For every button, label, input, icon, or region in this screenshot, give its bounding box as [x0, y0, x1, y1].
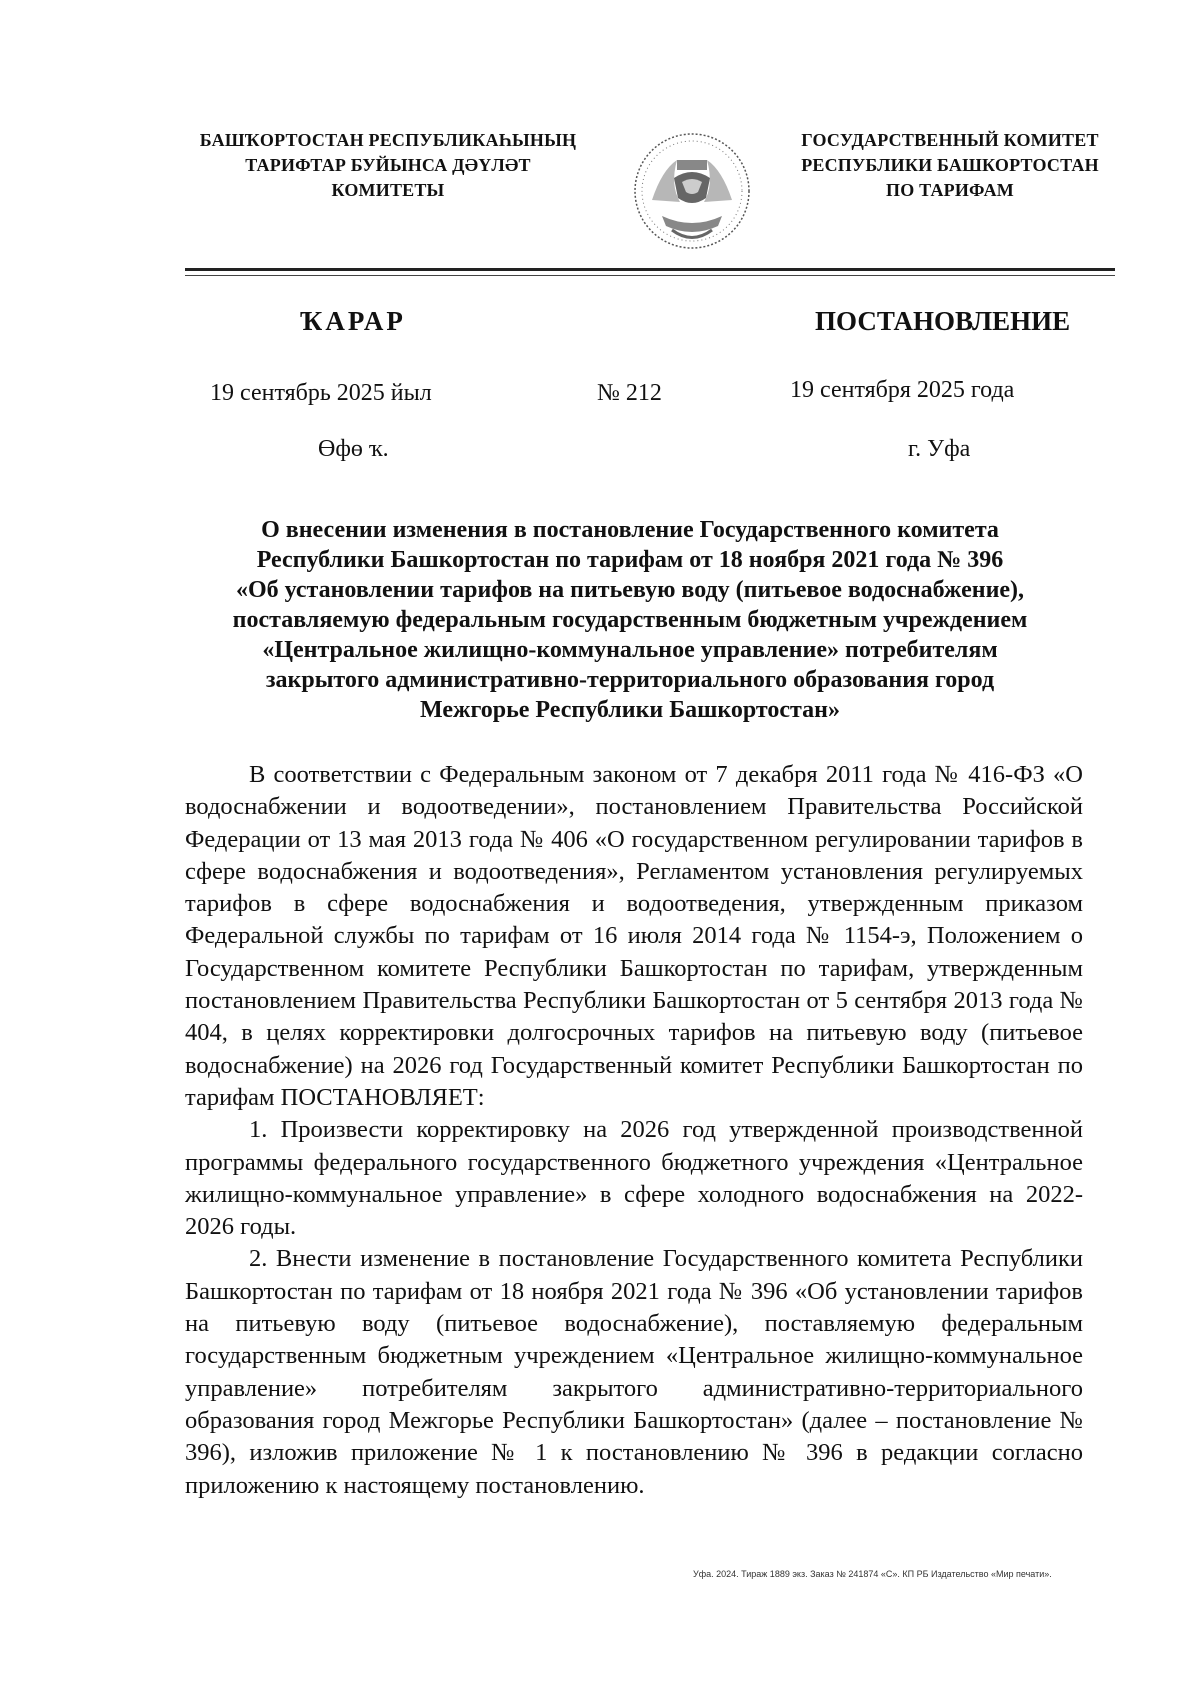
- letterhead: [0, 128, 1200, 258]
- letterhead-line: ГОСУДАРСТВЕННЫЙ КОМИТЕТ: [801, 130, 1099, 150]
- document-title: [170, 515, 1090, 725]
- city-russian: г. Уфа: [908, 436, 971, 462]
- letterhead-russian-name: [770, 128, 1130, 203]
- doc-type-bashkir: ҠАРАР: [300, 306, 406, 336]
- document-body: [185, 759, 1083, 1502]
- letterhead-line: РЕСПУБЛИКИ БАШКОРТОСТАН: [801, 155, 1099, 175]
- letterhead-line: ТАРИФТАР БУЙЫНСА ДӘҮЛӘТ: [245, 155, 531, 175]
- document-number: № 212: [597, 380, 662, 406]
- date-russian: 19 сентября 2025 года: [790, 377, 1015, 403]
- republic-coat-of-arms-icon: [632, 130, 752, 252]
- title-line: поставляемую федеральным государственным бюджетным учреждением: [232, 607, 1028, 633]
- clause-2: 2. Внести изменение в постановление Государственного комитета Республики Башкортостан по тарифам от 18 ноября 2021 года № 396 «Об установлении тарифов на питьевую воду (питьевое водоснабжение), поставляемую федеральным государственным бюджетным учреждением «Центральное жилищно-коммунальное управление» потребителям закрытого административно-территориального образования город Межгорье Республики Башкортостан» (далее – постановление № 396), изложив приложение № 1 к постановлению № 396 в редакции согласно приложению к настоящему постановлению.: [185, 1245, 1083, 1499]
- preamble-paragraph: В соответствии с Федеральным законом от 7 декабря 2011 года № 416-ФЗ «О водоснабжении и водоотведении», постановлением Правительства Российской Федерации от 13 мая 2013 года № 406 «О государственном регулировании тарифов в сфере водоснабжения и водоотведения», Регламентом установления регулируемых тарифов в сфере водоснабжения и водоотведения, утвержденным приказом Федеральной службы по тарифам от 16 июля 2014 года № 1154-э, Положением о Государственном комитете Республики Башкортостан по тарифам, утвержденным постановлением Правительства Республики Башкортостан от 5 сентября 2013 года № 404, в целях корректировки долгосрочных тарифов на питьевую воду (питьевое водоснабжение) на 2026 год Государственный комитет Республики Башкортостан по тарифам ПОСТАНОВЛЯЕТ:: [185, 761, 1083, 1111]
- title-line: Республики Башкортостан по тарифам от 18 ноября 2021 года № 396: [256, 547, 1004, 573]
- letterhead-line: КОМИТЕТЫ: [331, 180, 445, 200]
- letterhead-line: БАШҠОРТОСТАН РЕСПУБЛИКАҺЫНЫҢ: [199, 130, 577, 150]
- title-line: «Об установлении тарифов на питьевую воду (питьевое водоснабжение),: [235, 577, 1025, 603]
- title-line: О внесении изменения в постановление Государственного комитета: [261, 517, 999, 543]
- clause-1: 1. Произвести корректировку на 2026 год утвержденной производственной программы федерального государственного бюджетного учреждения «Центральное жилищно-коммунальное управление» в сфере холодного водоснабжения на 2022-2026 годы.: [185, 1116, 1083, 1241]
- city-bashkir: Өфө ҡ.: [318, 436, 389, 462]
- title-line: Межгорье Республики Башкортостан»: [420, 697, 840, 723]
- title-line: «Центральное жилищно-коммунальное управление» потребителям: [262, 637, 998, 663]
- header-divider-thick: [185, 268, 1115, 271]
- title-line: закрытого административно-территориального образования город: [265, 667, 995, 693]
- letterhead-bashkir-name: [168, 128, 608, 203]
- letterhead-line: ПО ТАРИФАМ: [886, 180, 1014, 200]
- header-divider-thin: [185, 275, 1115, 276]
- doc-type-russian: ПОСТАНОВЛЕНИЕ: [815, 306, 1071, 336]
- print-imprint: Уфа. 2024. Тираж 1889 экз. Заказ № 241874 «С». КП РБ Издательство «Мир печати».: [693, 1569, 1052, 1579]
- date-bashkir: 19 сентябрь 2025 йыл: [210, 380, 432, 406]
